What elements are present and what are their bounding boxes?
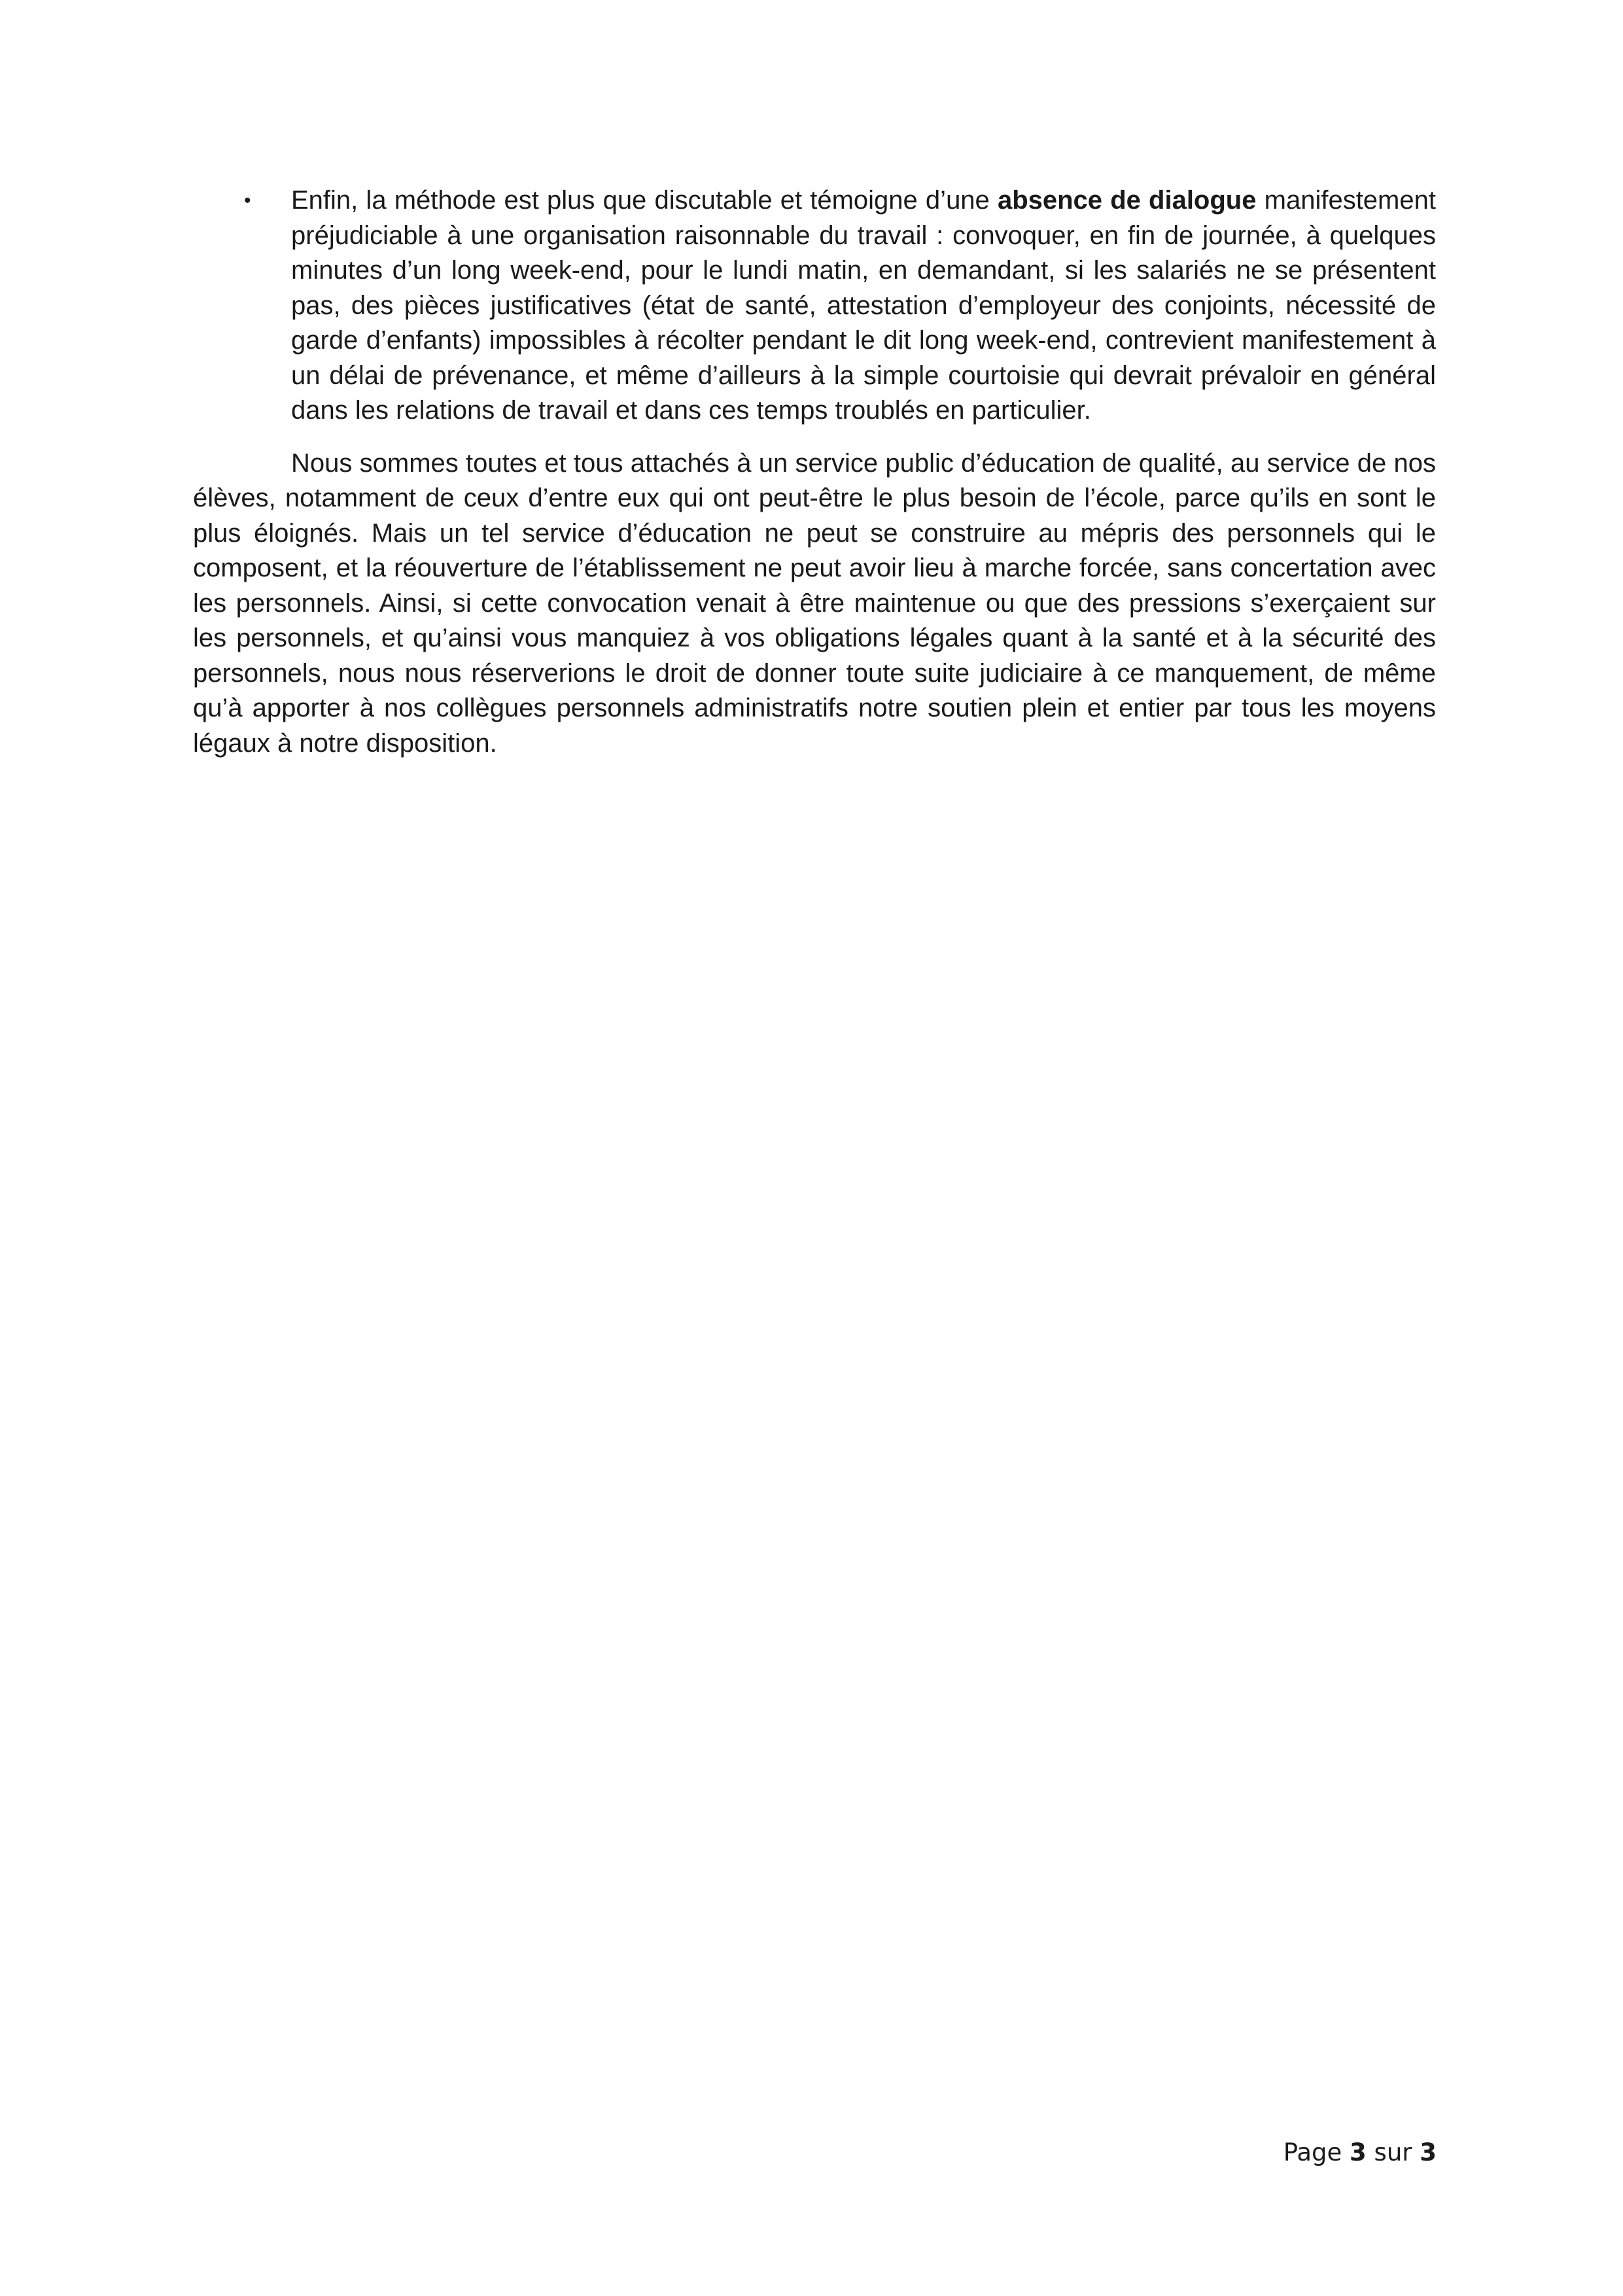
page-footer (1283, 2138, 1437, 2166)
document-body (193, 183, 1436, 787)
bullet-text-start: Enfin, la méthode est plus que discutable et témoigne d’une (291, 186, 998, 215)
bullet-icon: • (244, 190, 251, 211)
page-total: 3 (1420, 2138, 1437, 2166)
page-number: 3 (1350, 2138, 1367, 2166)
bullet-list-item (193, 183, 1436, 429)
body-paragraph: Nous sommes toutes et tous attachés à un service public d’éducation de qualité, au service de nos élèves, notamment de ceux d’entre eux qui ont peut-être le plus besoin de l’école, parce qu’ils en sont le plus éloignés. Mais un tel service d’éducation ne peut se construire au mépris des personnels qui le composent, et la réouverture de l’établissement ne peut avoir lieu à marche forcée, sans concertation avec les personnels. Ainsi, si cette convocation venait à être maintenue ou que des pressions s’exerçaient sur les personnels, et qu’ainsi vous manquiez à vos obligations légales quant à la santé et à la sécurité des personnels, nous nous réserverions le droit de donner toute suite judiciaire à ce manquement, de même qu’à apporter à nos collègues personnels administratifs notre soutien plein et entier par tous les moyens légaux à notre disposition. (193, 448, 1436, 758)
bullet-bold-phrase: absence de dialogue (997, 186, 1257, 215)
bullet-text (291, 183, 1436, 429)
page-label: Page (1283, 2138, 1350, 2166)
bullet-text-end: manifestement préjudiciable à une organisation raisonnable du travail : convoquer, en fin de journée, à quelques minutes d’un long week-end, pour le lundi matin, en demandant, si les salariés ne se présentent pas, des pièces justificatives (état de santé, attestation d’employeur des conjoints, nécessité de garde d’enfants) impossibles à récolter pendant le dit long week-end, contrevient manifestement à un délai de prévenance, et même d’ailleurs à la simple courtoisie qui devrait prévaloir en général dans les relations de travail et dans ces temps troublés en particulier. (291, 186, 1436, 425)
page-of-label: sur (1366, 2138, 1420, 2166)
